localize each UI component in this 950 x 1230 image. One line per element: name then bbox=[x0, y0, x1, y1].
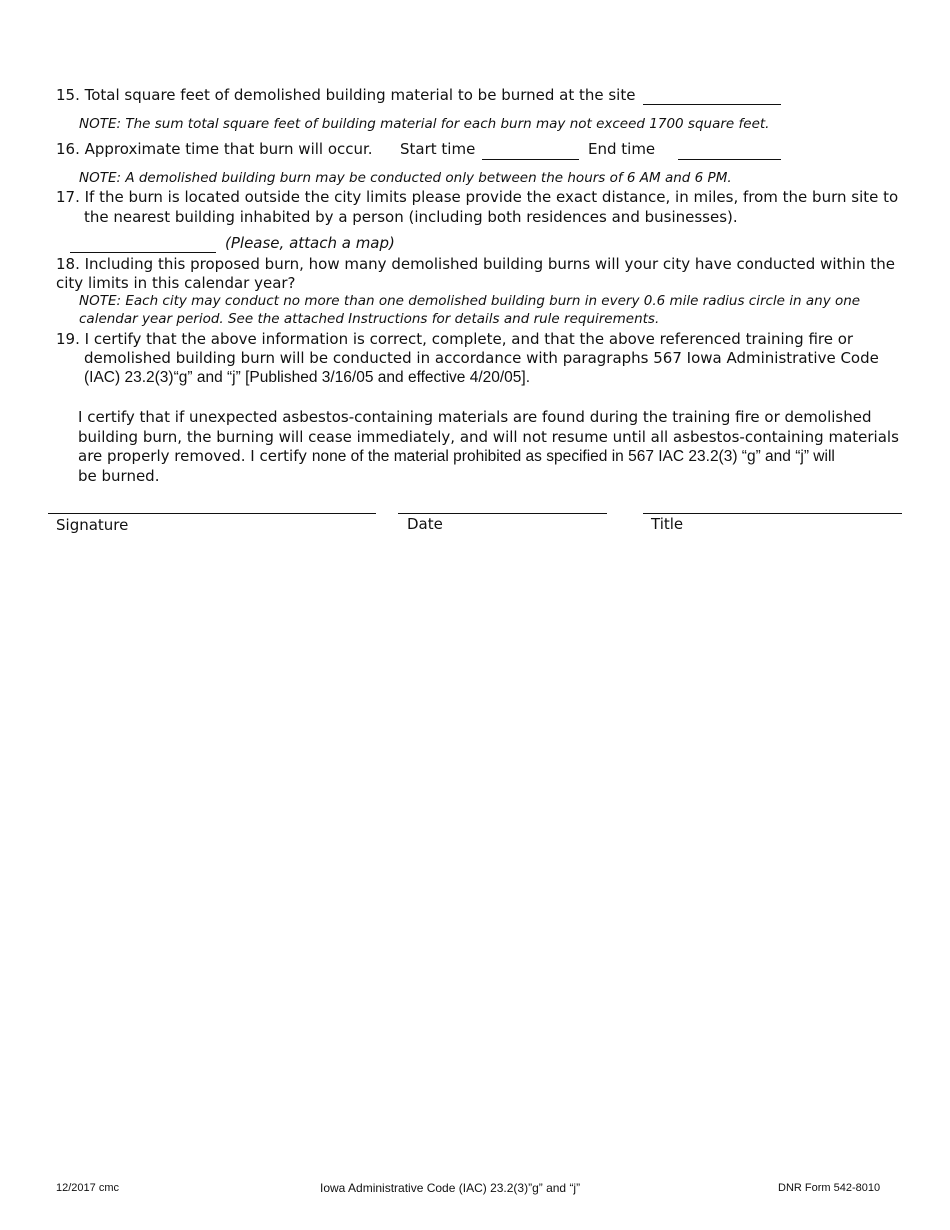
title-label: Title bbox=[651, 515, 684, 533]
certify-line4: be burned. bbox=[78, 467, 160, 485]
q19-line3: (IAC) 23.2(3)“g” and “j” [Published 3/16/05 and effective 4/20/05]. bbox=[84, 369, 531, 386]
end-time-label: End time bbox=[588, 140, 656, 158]
signature-label: Signature bbox=[56, 516, 129, 534]
start-time-field[interactable] bbox=[482, 159, 579, 160]
certify-line2: building burn, the burning will cease immediately, and will not resume until all asbestos-containing materials bbox=[78, 428, 899, 446]
q17-line1: 17. If the burn is located outside the city limits please provide the exact distance, in miles, from the burn site to bbox=[56, 188, 899, 206]
q15-label: 15. Total square feet of demolished building material to be burned at the site bbox=[56, 86, 636, 104]
footer-revision: 12/2017 cmc bbox=[56, 1182, 119, 1194]
q19-line1: 19. I certify that the above information is correct, complete, and that the above referenced training fire or bbox=[56, 330, 854, 348]
date-label: Date bbox=[407, 515, 443, 533]
q17-line2: the nearest building inhabited by a person (including both residences and businesses). bbox=[84, 208, 738, 226]
square-feet-field[interactable] bbox=[643, 104, 781, 105]
q16-note: NOTE: A demolished building burn may be conducted only between the hours of 6 AM and 6 PM. bbox=[79, 170, 732, 186]
date-field[interactable] bbox=[398, 513, 607, 514]
certify-line3-start: are properly removed. I certify bbox=[78, 447, 312, 465]
start-time-label: Start time bbox=[400, 140, 476, 158]
certify-line3-end: none of the material prohibited as specified in 567 IAC 23.2(3) “g” and “j” will bbox=[311, 448, 835, 465]
q16-label: 16. Approximate time that burn will occur. bbox=[56, 140, 373, 158]
certify-line3 bbox=[78, 447, 835, 466]
end-time-field[interactable] bbox=[678, 159, 781, 160]
title-field[interactable] bbox=[643, 513, 902, 514]
q18-note-line2: calendar year period. See the attached Instructions for details and rule requirements. bbox=[79, 311, 660, 327]
q19-line2: demolished building burn will be conducted in accordance with paragraphs 567 Iowa Administrative Code bbox=[84, 349, 879, 367]
signature-field[interactable] bbox=[48, 513, 376, 514]
certify-line1: I certify that if unexpected asbestos-containing materials are found during the training fire or demolished bbox=[78, 408, 872, 426]
footer-code: Iowa Administrative Code (IAC) 23.2(3)”g” and “j” bbox=[320, 1181, 581, 1195]
q18-line2: city limits in this calendar year? bbox=[56, 274, 296, 292]
q18-line1: 18. Including this proposed burn, how many demolished building burns will your city have conducted within the bbox=[56, 255, 895, 273]
attach-map-note: (Please, attach a map) bbox=[225, 234, 395, 252]
q15-note: NOTE: The sum total square feet of building material for each burn may not exceed 1700 square feet. bbox=[79, 116, 770, 132]
footer-form-number: DNR Form 542-8010 bbox=[778, 1182, 881, 1194]
q18-note-line1: NOTE: Each city may conduct no more than one demolished building burn in every 0.6 mile radius circle in any one bbox=[79, 293, 861, 309]
distance-field[interactable] bbox=[70, 252, 216, 253]
